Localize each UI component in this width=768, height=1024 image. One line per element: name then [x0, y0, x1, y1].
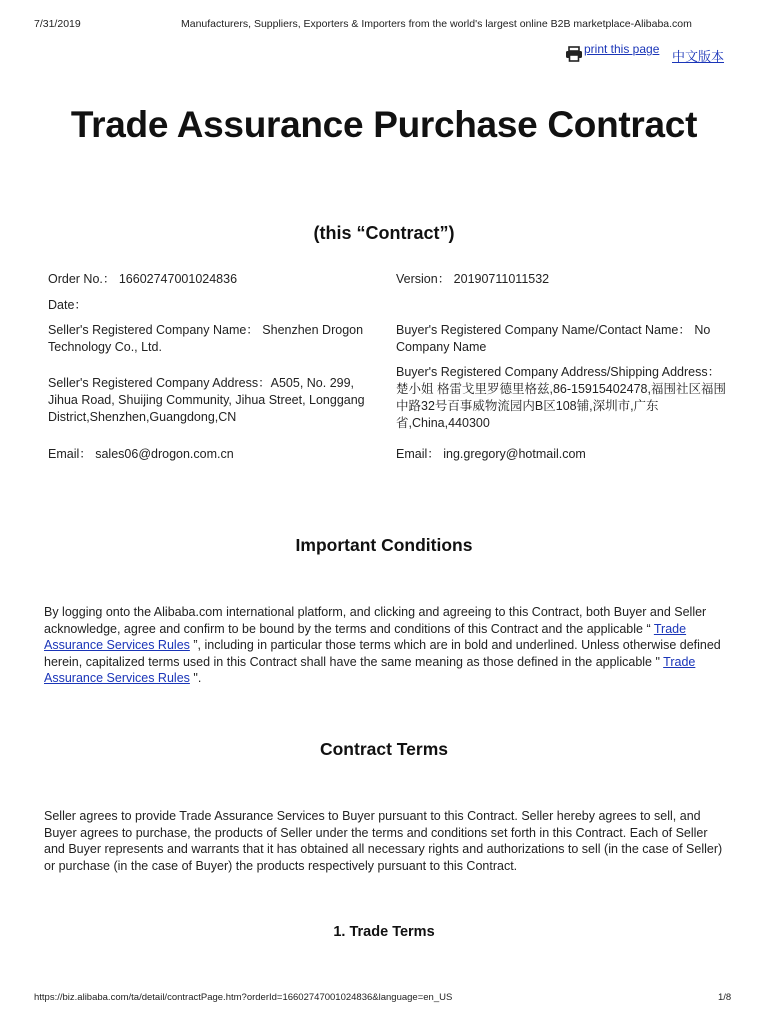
page-number: 1/8	[718, 992, 732, 1003]
buyer-company-name: Buyer's Registered Company Name/Contact Name： No Company Name	[396, 323, 711, 354]
print-this-page-link[interactable]: print this page	[584, 42, 660, 56]
page-url: https://biz.alibaba.com/ta/detail/contractPage.htm?orderId=16602747001024836&language=en_US	[34, 992, 453, 1003]
printer-icon[interactable]	[565, 46, 583, 62]
order-number: Order No.： 16602747001024836	[48, 272, 238, 286]
buyer-email: Email： ing.gregory@hotmail.com	[396, 447, 586, 461]
trade-assurance-rules-link[interactable]: Trade Assurance Services Rules	[44, 621, 687, 653]
contract-date: Date：	[48, 298, 87, 312]
document-subtitle: (this “Contract”)	[313, 223, 455, 243]
document-title: Trade Assurance Purchase Contract	[70, 104, 698, 145]
conditions-text-1: By logging onto the Alibaba.com international platform, and clicking and agreeing to this Contract, both Buyer and Seller acknowledge, agree and confirm to be bound by the terms and conditions of this Contract and the applicable “	[44, 605, 707, 636]
print-toolbar	[565, 44, 659, 64]
important-conditions-paragraph	[44, 604, 729, 687]
print-page-title: Manufacturers, Suppliers, Exporters & Importers from the world's largest online B2B marketplace-Alibaba.com	[181, 18, 692, 30]
contract-version: Version： 20190711011532	[396, 272, 550, 286]
seller-company-address: Seller's Registered Company Address：A505, No. 299, Jihua Road, Shuijing Community, Jihua Street, Longgang District,Shenzhen,Guangdong,CN	[48, 376, 365, 424]
seller-company-name: Seller's Registered Company Name： Shenzhen Drogon Technology Co., Ltd.	[48, 323, 364, 354]
trade-assurance-rules-link-2[interactable]: Trade Assurance Services Rules	[44, 654, 696, 686]
conditions-text-2: ”, including in particular those terms which are in bold and underlined. Unless otherwise defined herein, capitalized terms used in this Contract shall have the same meaning as those defined in the applicable "	[44, 638, 721, 669]
chinese-version-link[interactable]: 中文版本	[672, 49, 725, 64]
trade-terms-heading: 1. Trade Terms	[333, 924, 435, 940]
contract-terms-paragraph: Seller agrees to provide Trade Assurance Services to Buyer pursuant to this Contract. Seller hereby agrees to sell, and Buyer agrees to purchase, the products of Seller under the terms and conditions set forth in this Contract. Each of Seller and Buyer represents and warrants that it has obtained all necessary rights and authorizations to sell (in the case of Seller) or purchase (in the case of Buyer) the products respectively pursuant to this Contract.	[44, 809, 723, 873]
buyer-company-address: Buyer's Registered Company Address/Shipping Address：楚小姐 格雷戈里罗德里格兹,86-15915402478,福围社区福围中路32号百事威物流园内B区108铺,深圳市,广东省,China,440300	[396, 365, 726, 430]
seller-email: Email： sales06@drogon.com.cn	[48, 447, 234, 461]
important-conditions-heading: Important Conditions	[295, 535, 473, 555]
contract-terms-heading: Contract Terms	[319, 739, 449, 759]
conditions-text-3: ".	[189, 671, 202, 686]
print-date: 7/31/2019	[34, 18, 81, 30]
